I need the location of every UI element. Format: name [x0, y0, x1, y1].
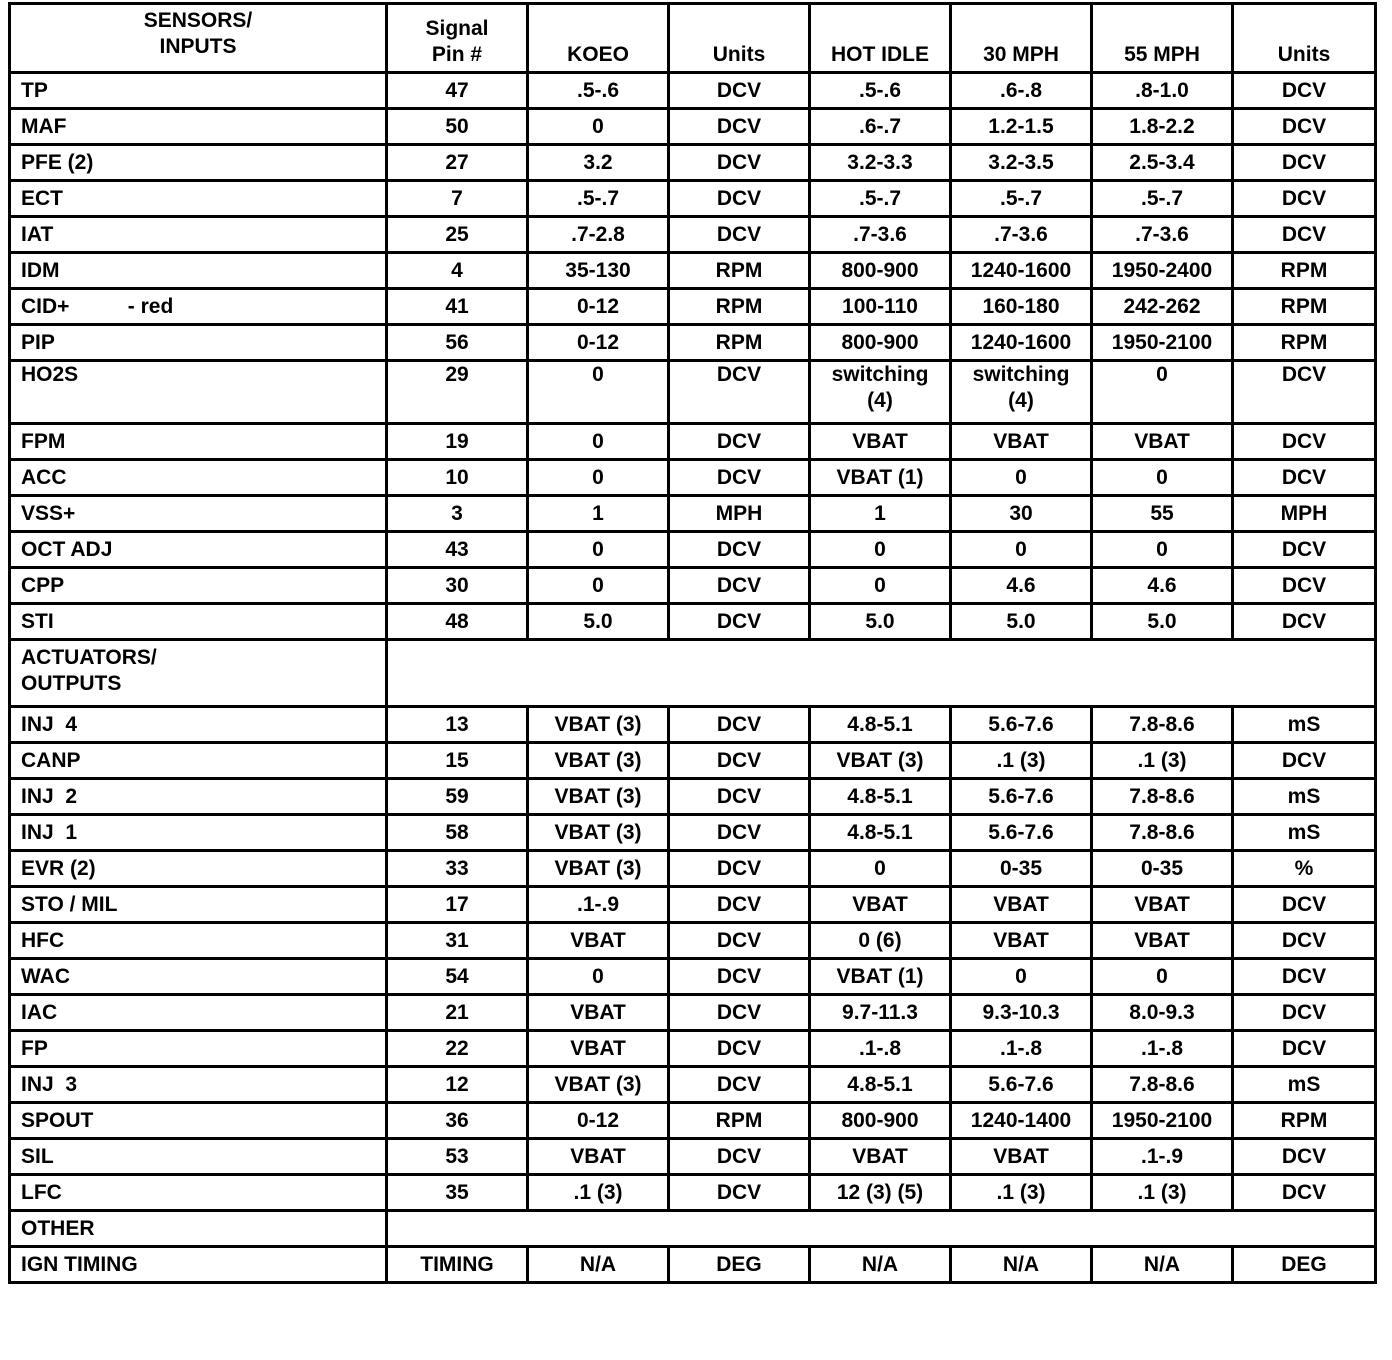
- hot-idle-value: VBAT (3): [810, 743, 951, 779]
- sensor-actuator-table: [8, 2, 1377, 1284]
- 55-mph-value: 0: [1092, 959, 1233, 995]
- hot-idle-value: N/A: [810, 1247, 951, 1283]
- units: DCV: [1233, 361, 1376, 424]
- 30-mph-value: .1 (3): [951, 1175, 1092, 1211]
- units: DCV: [669, 1175, 810, 1211]
- 30-mph-value: 5.6-7.6: [951, 1067, 1092, 1103]
- signal-pin: TIMING: [387, 1247, 528, 1283]
- row-name: IAT: [10, 217, 387, 253]
- signal-pin: 31: [387, 923, 528, 959]
- units: RPM: [669, 325, 810, 361]
- table-row: [10, 460, 1376, 496]
- table-row: [10, 815, 1376, 851]
- 30-mph-value: 0: [951, 460, 1092, 496]
- units: RPM: [1233, 1103, 1376, 1139]
- 55-mph-value: 1950-2400: [1092, 253, 1233, 289]
- units: DCV: [1233, 743, 1376, 779]
- 30-mph-value: 5.6-7.6: [951, 707, 1092, 743]
- table-row: [10, 496, 1376, 532]
- units: DCV: [669, 959, 810, 995]
- units: mS: [1233, 779, 1376, 815]
- 30-mph-value: 5.6-7.6: [951, 815, 1092, 851]
- signal-pin: 43: [387, 532, 528, 568]
- units: DCV: [669, 460, 810, 496]
- hot-idle-value: .1-.8: [810, 1031, 951, 1067]
- table-row: [10, 361, 1376, 424]
- signal-pin: 3: [387, 496, 528, 532]
- units: DCV: [1233, 959, 1376, 995]
- hot-idle-value: 0: [810, 532, 951, 568]
- 30-mph-value: 1.2-1.5: [951, 109, 1092, 145]
- units: DCV: [1233, 109, 1376, 145]
- row-name: STI: [10, 604, 387, 640]
- 30-mph-value: switching (4): [951, 361, 1092, 424]
- header-units-2: Units: [1233, 4, 1376, 73]
- table-row: [10, 743, 1376, 779]
- hot-idle-value: 4.8-5.1: [810, 779, 951, 815]
- units: DCV: [669, 181, 810, 217]
- units: RPM: [669, 289, 810, 325]
- row-name: CPP: [10, 568, 387, 604]
- signal-pin: 48: [387, 604, 528, 640]
- koeo-value: 0: [528, 424, 669, 460]
- signal-pin: 19: [387, 424, 528, 460]
- units: DCV: [1233, 460, 1376, 496]
- koeo-value: .1-.9: [528, 887, 669, 923]
- koeo-value: VBAT (3): [528, 851, 669, 887]
- units: %: [1233, 851, 1376, 887]
- row-name: MAF: [10, 109, 387, 145]
- 30-mph-value: VBAT: [951, 424, 1092, 460]
- hot-idle-value: 800-900: [810, 1103, 951, 1139]
- koeo-value: 0: [528, 460, 669, 496]
- koeo-value: 0: [528, 532, 669, 568]
- section-spacer: [387, 1211, 1376, 1247]
- 30-mph-value: .7-3.6: [951, 217, 1092, 253]
- units: RPM: [669, 1103, 810, 1139]
- units: DCV: [669, 851, 810, 887]
- koeo-value: VBAT (3): [528, 743, 669, 779]
- signal-pin: 13: [387, 707, 528, 743]
- header-sensors-inputs: SENSORS/ INPUTS: [10, 4, 387, 73]
- 55-mph-value: 242-262: [1092, 289, 1233, 325]
- row-name: SPOUT: [10, 1103, 387, 1139]
- koeo-value: 0: [528, 568, 669, 604]
- koeo-value: .5-.7: [528, 181, 669, 217]
- units: DCV: [669, 923, 810, 959]
- signal-pin: 35: [387, 1175, 528, 1211]
- 30-mph-value: 9.3-10.3: [951, 995, 1092, 1031]
- signal-pin: 25: [387, 217, 528, 253]
- header-row: [10, 4, 1376, 73]
- koeo-value: VBAT: [528, 1139, 669, 1175]
- units: DCV: [669, 707, 810, 743]
- koeo-value: VBAT: [528, 923, 669, 959]
- units: DCV: [669, 145, 810, 181]
- 55-mph-value: .1 (3): [1092, 743, 1233, 779]
- table-row: [10, 217, 1376, 253]
- signal-pin: 12: [387, 1067, 528, 1103]
- 30-mph-value: 30: [951, 496, 1092, 532]
- 55-mph-value: 1950-2100: [1092, 1103, 1233, 1139]
- hot-idle-value: 1: [810, 496, 951, 532]
- koeo-value: 0-12: [528, 1103, 669, 1139]
- 55-mph-value: .1-.8: [1092, 1031, 1233, 1067]
- 55-mph-value: 7.8-8.6: [1092, 779, 1233, 815]
- signal-pin: 7: [387, 181, 528, 217]
- row-name: HFC: [10, 923, 387, 959]
- 55-mph-value: VBAT: [1092, 923, 1233, 959]
- signal-pin: 29: [387, 361, 528, 424]
- signal-pin: 47: [387, 73, 528, 109]
- table-row: [10, 145, 1376, 181]
- row-name: SIL: [10, 1139, 387, 1175]
- 30-mph-value: 160-180: [951, 289, 1092, 325]
- table-row: [10, 568, 1376, 604]
- units: mS: [1233, 1067, 1376, 1103]
- 55-mph-value: 1.8-2.2: [1092, 109, 1233, 145]
- hot-idle-value: 800-900: [810, 253, 951, 289]
- koeo-value: 0: [528, 959, 669, 995]
- signal-pin: 33: [387, 851, 528, 887]
- header-units-1: Units: [669, 4, 810, 73]
- units: DCV: [669, 217, 810, 253]
- hot-idle-value: 5.0: [810, 604, 951, 640]
- signal-pin: 50: [387, 109, 528, 145]
- 30-mph-value: 5.0: [951, 604, 1092, 640]
- units: DEG: [669, 1247, 810, 1283]
- row-name: LFC: [10, 1175, 387, 1211]
- table-row: [10, 1247, 1376, 1283]
- koeo-value: 35-130: [528, 253, 669, 289]
- units: DCV: [1233, 923, 1376, 959]
- signal-pin: 30: [387, 568, 528, 604]
- 30-mph-value: 1240-1600: [951, 253, 1092, 289]
- 55-mph-value: N/A: [1092, 1247, 1233, 1283]
- signal-pin: 21: [387, 995, 528, 1031]
- 55-mph-value: 4.6: [1092, 568, 1233, 604]
- 55-mph-value: 1950-2100: [1092, 325, 1233, 361]
- units: mS: [1233, 707, 1376, 743]
- row-name: IGN TIMING: [10, 1247, 387, 1283]
- hot-idle-value: 4.8-5.1: [810, 1067, 951, 1103]
- koeo-value: .5-.6: [528, 73, 669, 109]
- hot-idle-value: 0: [810, 851, 951, 887]
- signal-pin: 27: [387, 145, 528, 181]
- 55-mph-value: 0: [1092, 460, 1233, 496]
- units: DCV: [1233, 995, 1376, 1031]
- hot-idle-value: VBAT: [810, 887, 951, 923]
- 30-mph-value: VBAT: [951, 923, 1092, 959]
- 30-mph-value: 1240-1600: [951, 325, 1092, 361]
- 55-mph-value: 0: [1092, 361, 1233, 424]
- 30-mph-value: VBAT: [951, 887, 1092, 923]
- table-row: [10, 424, 1376, 460]
- 55-mph-value: .7-3.6: [1092, 217, 1233, 253]
- row-name: FP: [10, 1031, 387, 1067]
- table-row: [10, 995, 1376, 1031]
- 30-mph-value: .6-.8: [951, 73, 1092, 109]
- koeo-value: 5.0: [528, 604, 669, 640]
- 55-mph-value: 55: [1092, 496, 1233, 532]
- units: DCV: [669, 424, 810, 460]
- 55-mph-value: .1-.9: [1092, 1139, 1233, 1175]
- koeo-value: VBAT: [528, 995, 669, 1031]
- table-row: [10, 923, 1376, 959]
- signal-pin: 10: [387, 460, 528, 496]
- 55-mph-value: 5.0: [1092, 604, 1233, 640]
- 30-mph-value: .1 (3): [951, 743, 1092, 779]
- koeo-value: 1: [528, 496, 669, 532]
- signal-pin: 59: [387, 779, 528, 815]
- 30-mph-value: 1240-1400: [951, 1103, 1092, 1139]
- row-name: HO2S: [10, 361, 387, 424]
- 30-mph-value: .5-.7: [951, 181, 1092, 217]
- koeo-value: VBAT (3): [528, 1067, 669, 1103]
- hot-idle-value: VBAT (1): [810, 959, 951, 995]
- koeo-value: N/A: [528, 1247, 669, 1283]
- hot-idle-value: 9.7-11.3: [810, 995, 951, 1031]
- 55-mph-value: 0-35: [1092, 851, 1233, 887]
- row-name: FPM: [10, 424, 387, 460]
- units: RPM: [669, 253, 810, 289]
- units: RPM: [1233, 325, 1376, 361]
- row-name: INJ 2: [10, 779, 387, 815]
- 55-mph-value: .1 (3): [1092, 1175, 1233, 1211]
- row-name: INJ 3: [10, 1067, 387, 1103]
- section-other: [10, 1211, 1376, 1247]
- table-row: [10, 325, 1376, 361]
- units: DCV: [1233, 568, 1376, 604]
- header-signal-pin: Signal Pin #: [387, 4, 528, 73]
- table-row: [10, 289, 1376, 325]
- units: DCV: [1233, 145, 1376, 181]
- 30-mph-value: 0: [951, 532, 1092, 568]
- hot-idle-value: switching (4): [810, 361, 951, 424]
- hot-idle-value: 0: [810, 568, 951, 604]
- section-label: OTHER: [10, 1211, 387, 1247]
- hot-idle-value: VBAT (1): [810, 460, 951, 496]
- 30-mph-value: VBAT: [951, 1139, 1092, 1175]
- signal-pin: 36: [387, 1103, 528, 1139]
- row-name: ECT: [10, 181, 387, 217]
- row-name: IDM: [10, 253, 387, 289]
- signal-pin: 58: [387, 815, 528, 851]
- table-row: [10, 604, 1376, 640]
- table-row: [10, 181, 1376, 217]
- 55-mph-value: 7.8-8.6: [1092, 1067, 1233, 1103]
- hot-idle-value: 3.2-3.3: [810, 145, 951, 181]
- signal-pin: 15: [387, 743, 528, 779]
- units: DCV: [1233, 73, 1376, 109]
- row-name: CANP: [10, 743, 387, 779]
- hot-idle-value: .6-.7: [810, 109, 951, 145]
- units: DCV: [669, 532, 810, 568]
- row-name: WAC: [10, 959, 387, 995]
- koeo-value: 0: [528, 109, 669, 145]
- koeo-value: .1 (3): [528, 1175, 669, 1211]
- hot-idle-value: .5-.6: [810, 73, 951, 109]
- koeo-value: VBAT (3): [528, 815, 669, 851]
- table-row: [10, 1067, 1376, 1103]
- 55-mph-value: VBAT: [1092, 424, 1233, 460]
- koeo-value: VBAT (3): [528, 707, 669, 743]
- units: DCV: [669, 361, 810, 424]
- row-name: VSS+: [10, 496, 387, 532]
- 30-mph-value: .1-.8: [951, 1031, 1092, 1067]
- units: DCV: [1233, 887, 1376, 923]
- row-name: EVR (2): [10, 851, 387, 887]
- row-name: OCT ADJ: [10, 532, 387, 568]
- table-row: [10, 532, 1376, 568]
- units: RPM: [1233, 289, 1376, 325]
- koeo-value: VBAT: [528, 1031, 669, 1067]
- units: DCV: [669, 1139, 810, 1175]
- units: DCV: [1233, 1175, 1376, 1211]
- koeo-value: VBAT (3): [528, 779, 669, 815]
- 55-mph-value: 2.5-3.4: [1092, 145, 1233, 181]
- hot-idle-value: 0 (6): [810, 923, 951, 959]
- table-row: [10, 1031, 1376, 1067]
- hot-idle-value: 800-900: [810, 325, 951, 361]
- row-name: TP: [10, 73, 387, 109]
- 30-mph-value: 4.6: [951, 568, 1092, 604]
- header-koeo: KOEO: [528, 4, 669, 73]
- signal-pin: 56: [387, 325, 528, 361]
- signal-pin: 22: [387, 1031, 528, 1067]
- header-hot-idle: HOT IDLE: [810, 4, 951, 73]
- hot-idle-value: .7-3.6: [810, 217, 951, 253]
- units: DCV: [669, 604, 810, 640]
- koeo-value: 3.2: [528, 145, 669, 181]
- units: DCV: [669, 1031, 810, 1067]
- table-row: [10, 707, 1376, 743]
- 30-mph-value: 0-35: [951, 851, 1092, 887]
- signal-pin: 54: [387, 959, 528, 995]
- 55-mph-value: 0: [1092, 532, 1233, 568]
- signal-pin: 4: [387, 253, 528, 289]
- units: MPH: [1233, 496, 1376, 532]
- table-row: [10, 253, 1376, 289]
- row-name: INJ 4: [10, 707, 387, 743]
- 30-mph-value: 0: [951, 959, 1092, 995]
- row-name: INJ 1: [10, 815, 387, 851]
- section-spacer: [387, 640, 1376, 707]
- units: DEG: [1233, 1247, 1376, 1283]
- row-name: CID+ - red: [10, 289, 387, 325]
- units: DCV: [669, 568, 810, 604]
- units: DCV: [669, 779, 810, 815]
- units: DCV: [1233, 217, 1376, 253]
- units: DCV: [669, 73, 810, 109]
- units: DCV: [1233, 181, 1376, 217]
- hot-idle-value: 100-110: [810, 289, 951, 325]
- section-label: ACTUATORS/ OUTPUTS: [10, 640, 387, 707]
- units: MPH: [669, 496, 810, 532]
- table-row: [10, 73, 1376, 109]
- row-name: ACC: [10, 460, 387, 496]
- koeo-value: 0-12: [528, 325, 669, 361]
- units: DCV: [1233, 1139, 1376, 1175]
- hot-idle-value: 4.8-5.1: [810, 815, 951, 851]
- 30-mph-value: 5.6-7.6: [951, 779, 1092, 815]
- 55-mph-value: 8.0-9.3: [1092, 995, 1233, 1031]
- signal-pin: 53: [387, 1139, 528, 1175]
- 55-mph-value: .5-.7: [1092, 181, 1233, 217]
- 30-mph-value: 3.2-3.5: [951, 145, 1092, 181]
- table-row: [10, 1103, 1376, 1139]
- units: DCV: [669, 995, 810, 1031]
- header-55-mph: 55 MPH: [1092, 4, 1233, 73]
- table-row: [10, 109, 1376, 145]
- table-row: [10, 887, 1376, 923]
- 55-mph-value: 7.8-8.6: [1092, 815, 1233, 851]
- 55-mph-value: VBAT: [1092, 887, 1233, 923]
- hot-idle-value: .5-.7: [810, 181, 951, 217]
- table-row: [10, 779, 1376, 815]
- units: DCV: [669, 1067, 810, 1103]
- table-row: [10, 1139, 1376, 1175]
- hot-idle-value: VBAT: [810, 424, 951, 460]
- row-name: PFE (2): [10, 145, 387, 181]
- 30-mph-value: N/A: [951, 1247, 1092, 1283]
- row-name: PIP: [10, 325, 387, 361]
- units: mS: [1233, 815, 1376, 851]
- signal-pin: 41: [387, 289, 528, 325]
- row-name: IAC: [10, 995, 387, 1031]
- table-row: [10, 1175, 1376, 1211]
- koeo-value: 0-12: [528, 289, 669, 325]
- units: DCV: [1233, 1031, 1376, 1067]
- koeo-value: .7-2.8: [528, 217, 669, 253]
- header-30-mph: 30 MPH: [951, 4, 1092, 73]
- hot-idle-value: 12 (3) (5): [810, 1175, 951, 1211]
- units: DCV: [1233, 424, 1376, 460]
- units: DCV: [669, 743, 810, 779]
- section-actuators-outputs: [10, 640, 1376, 707]
- units: RPM: [1233, 253, 1376, 289]
- units: DCV: [669, 109, 810, 145]
- hot-idle-value: 4.8-5.1: [810, 707, 951, 743]
- signal-pin: 17: [387, 887, 528, 923]
- 55-mph-value: .8-1.0: [1092, 73, 1233, 109]
- units: DCV: [1233, 532, 1376, 568]
- table-row: [10, 959, 1376, 995]
- units: DCV: [669, 815, 810, 851]
- table-row: [10, 851, 1376, 887]
- koeo-value: 0: [528, 361, 669, 424]
- hot-idle-value: VBAT: [810, 1139, 951, 1175]
- units: DCV: [1233, 604, 1376, 640]
- row-name: STO / MIL: [10, 887, 387, 923]
- 55-mph-value: 7.8-8.6: [1092, 707, 1233, 743]
- units: DCV: [669, 887, 810, 923]
